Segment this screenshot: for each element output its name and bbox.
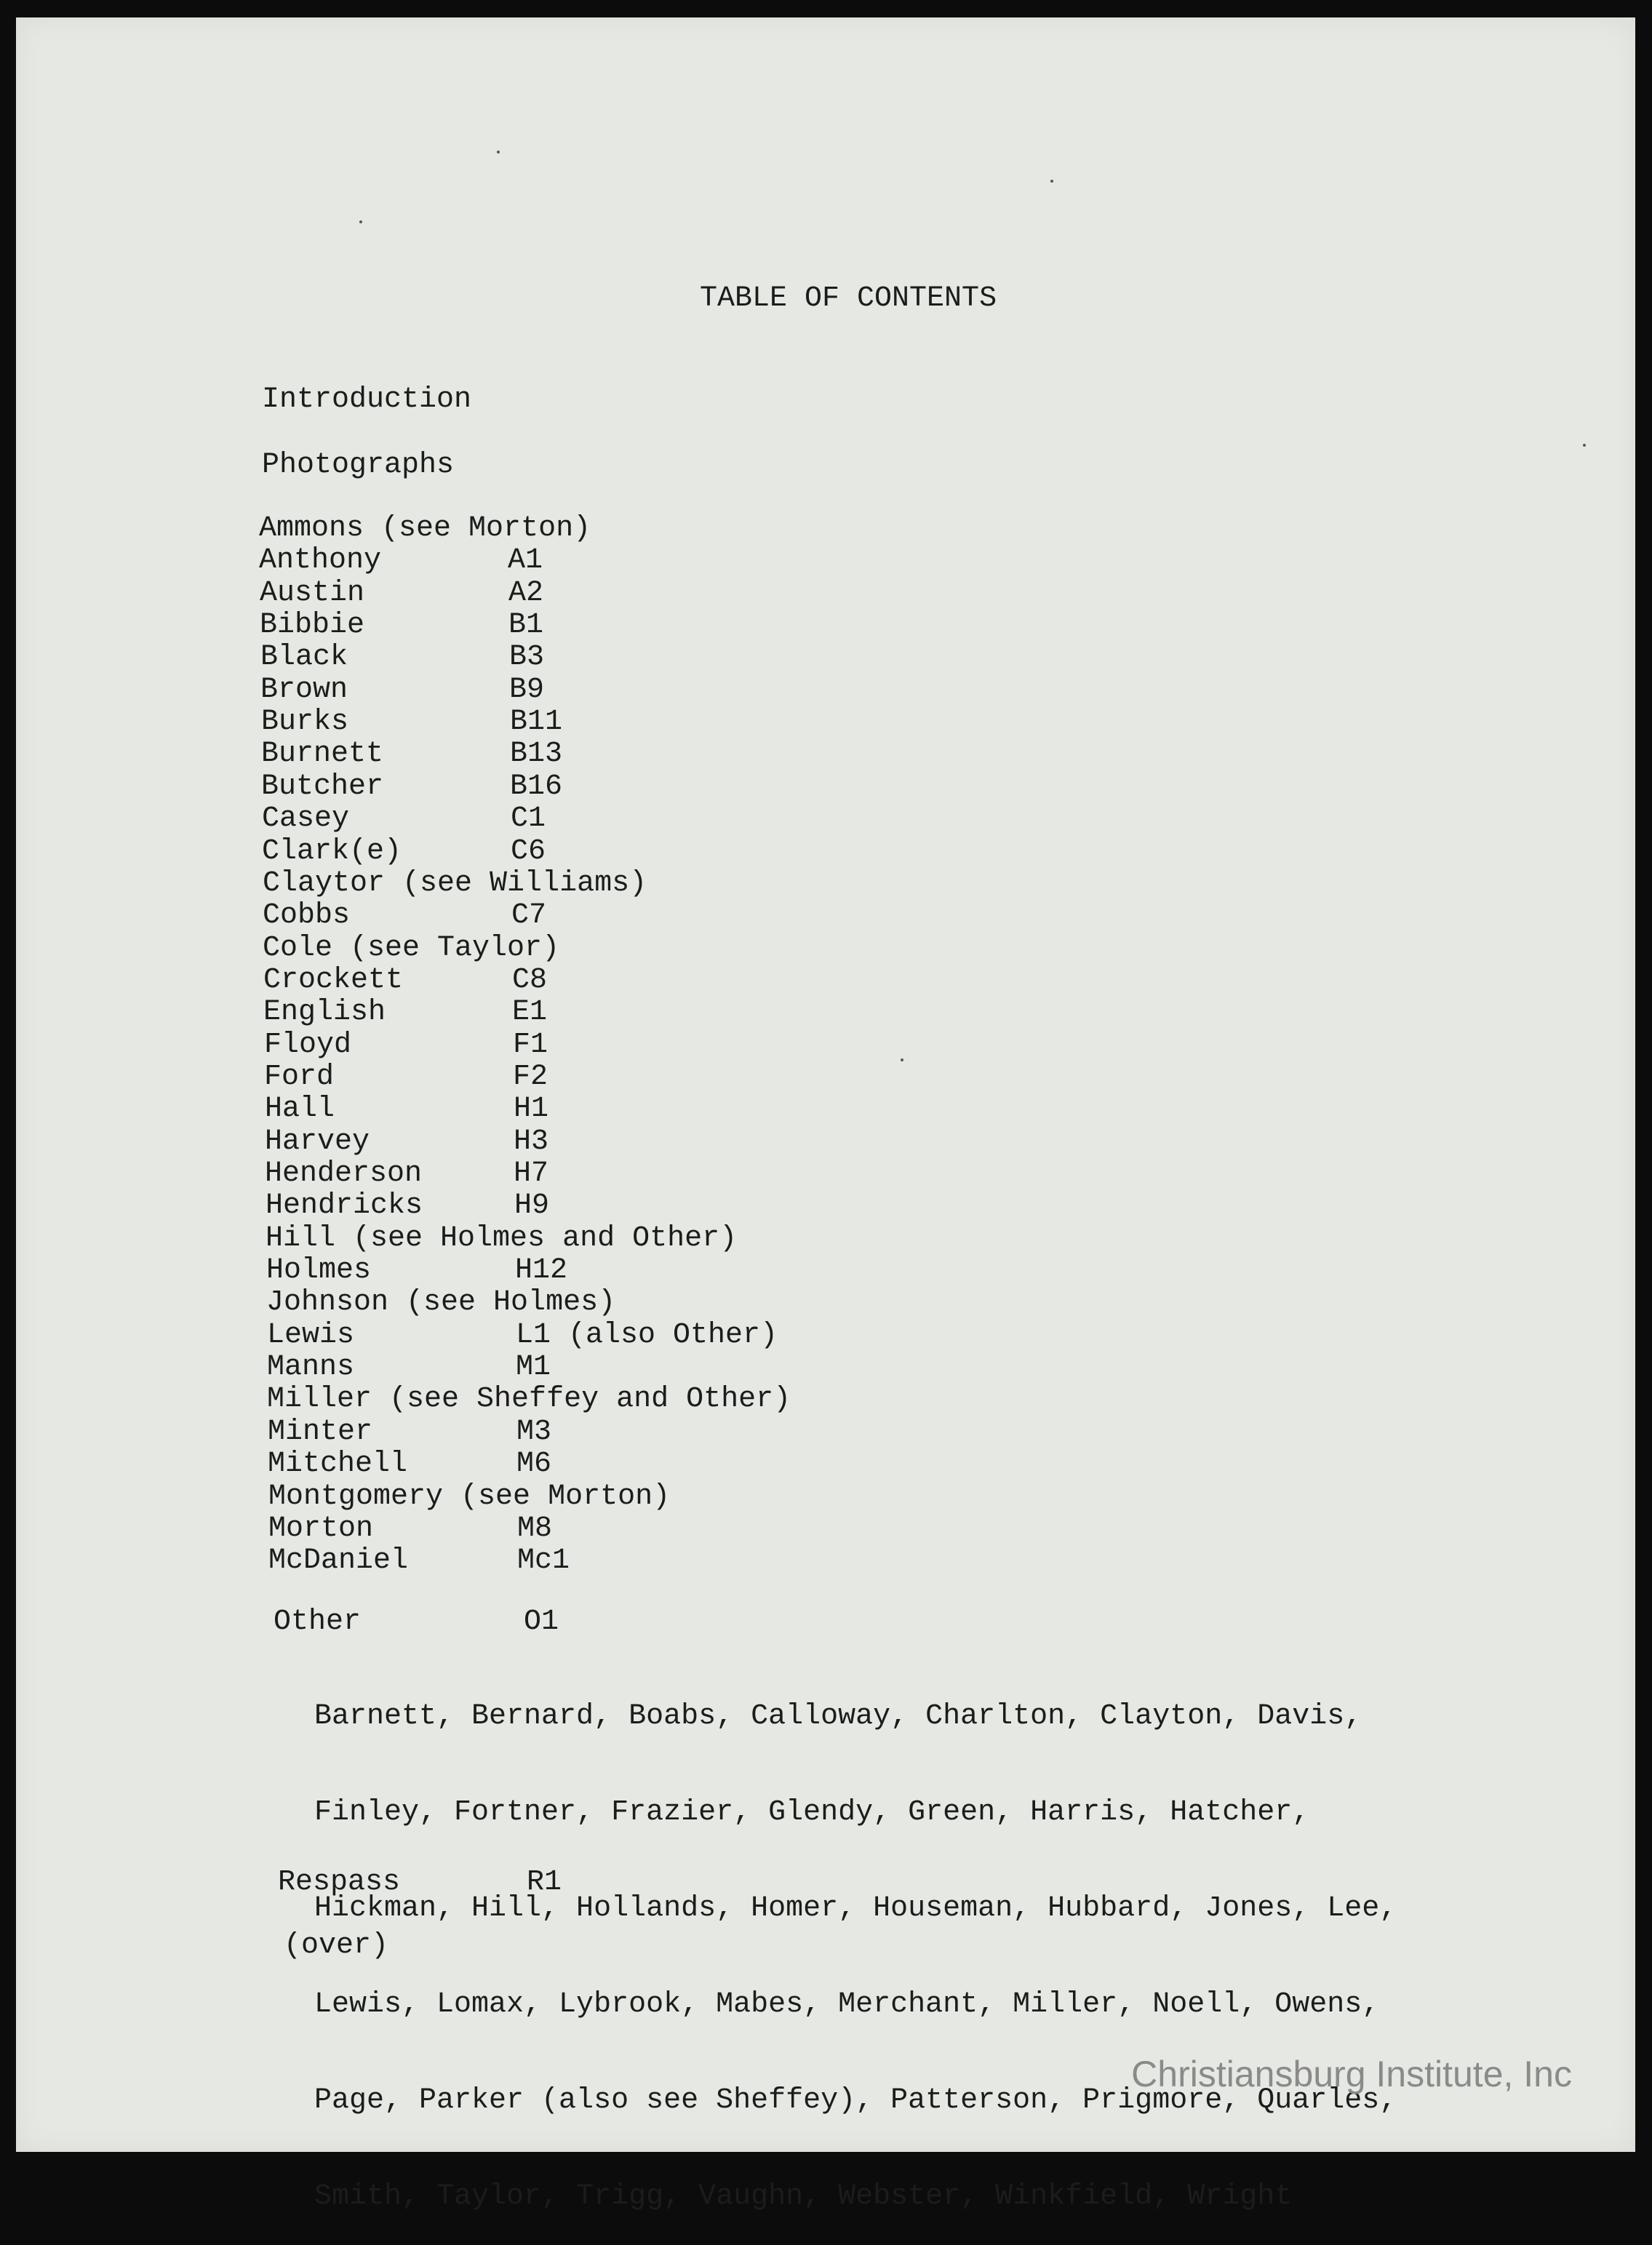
other-names-line: Lewis, Lomax, Lybrook, Mabes, Merchant, Miller, Noell, Owens, xyxy=(314,1988,1380,2021)
paper-speck xyxy=(359,220,362,223)
paper-speck xyxy=(901,1058,903,1061)
toc-entry-code: H1 xyxy=(514,1093,549,1125)
toc-entry-name: Casey xyxy=(262,802,350,835)
toc-entry-name: Montgomery (see Morton) xyxy=(268,1480,671,1513)
toc-entry-name: Ammons (see Morton) xyxy=(259,512,591,545)
toc-entry-code: B1 xyxy=(508,609,544,642)
toc-entry-code: L1 (also Other) xyxy=(516,1319,778,1352)
toc-entry-name: Crockett xyxy=(263,964,404,997)
toc-entry-name: Johnson (see Holmes) xyxy=(266,1286,616,1319)
toc-entry-code: A2 xyxy=(508,577,544,610)
over-note: (over) xyxy=(284,1929,389,1962)
toc-entry-name: Miller (see Sheffey and Other) xyxy=(267,1383,791,1416)
toc-entry-name: Harvey xyxy=(265,1125,370,1158)
other-names-line: Finley, Fortner, Frazier, Glendy, Green, Harris, Hatcher, xyxy=(314,1796,1310,1829)
toc-entry-code: A1 xyxy=(508,544,543,577)
toc-entry-name: Bibbie xyxy=(260,609,365,642)
toc-entry-name: Black xyxy=(260,641,348,674)
toc-entry-name: Hall xyxy=(265,1093,335,1125)
other-names-list xyxy=(314,1637,1397,2245)
toc-entry-name: Morton xyxy=(268,1512,374,1545)
toc-entry-code: H9 xyxy=(514,1189,550,1222)
toc-entry-code: H12 xyxy=(515,1254,568,1287)
toc-entry-code: M1 xyxy=(516,1351,551,1384)
toc-entry-name: Butcher xyxy=(261,770,384,803)
toc-entry-name: Ford xyxy=(264,1061,335,1093)
toc-entry-name: Cobbs xyxy=(263,899,351,932)
paper-speck xyxy=(1583,444,1586,447)
toc-entry-code: B3 xyxy=(509,641,545,674)
toc-entry-name: Cole (see Taylor) xyxy=(263,932,560,965)
toc-entry-code: C8 xyxy=(512,964,548,997)
toc-entry-code: H3 xyxy=(514,1125,549,1158)
toc-entry-name: Lewis xyxy=(267,1319,355,1352)
other-entry-name: Other xyxy=(274,1606,362,1638)
section-photographs: Photographs xyxy=(262,449,455,482)
toc-entry-name: Austin xyxy=(260,577,365,610)
other-names-line: Barnett, Bernard, Boabs, Calloway, Charlton, Clayton, Davis, xyxy=(314,1700,1362,1733)
toc-entry-code: B13 xyxy=(510,738,563,770)
watermark: Christiansburg Institute, Inc xyxy=(1131,2054,1572,2094)
toc-entry-code: B11 xyxy=(510,706,563,738)
paper-speck xyxy=(1050,180,1053,183)
toc-entry-code: Mc1 xyxy=(517,1544,570,1577)
toc-entry-code: H7 xyxy=(514,1157,549,1190)
toc-entry-code: E1 xyxy=(512,996,548,1029)
toc-entry-name: Anthony xyxy=(259,544,382,577)
toc-entry-code: C6 xyxy=(511,835,546,868)
other-names-line: Smith, Taylor, Trigg, Vaughn, Webster, Winkfield, Wright xyxy=(314,2180,1293,2213)
paper-speck xyxy=(497,151,500,153)
page-title: TABLE OF CONTENTS xyxy=(700,282,997,315)
toc-entry-name: Burnett xyxy=(261,738,384,770)
toc-entry-code: M3 xyxy=(516,1416,552,1448)
section-introduction: Introduction xyxy=(262,383,472,416)
toc-entry-code: F2 xyxy=(513,1061,548,1093)
toc-entry-code: C7 xyxy=(511,899,547,932)
toc-entry-code: M6 xyxy=(516,1448,552,1480)
toc-entry-name: Hill (see Holmes and Other) xyxy=(266,1222,738,1255)
toc-entry-name: Burks xyxy=(261,706,349,738)
toc-entry-code: M8 xyxy=(517,1512,553,1545)
toc-entry-name: Brown xyxy=(260,674,348,706)
toc-entry-name: Henderson xyxy=(265,1157,423,1190)
toc-entry-name: Floyd xyxy=(264,1029,352,1061)
toc-entry-code: B16 xyxy=(510,770,563,803)
toc-entry-code: F1 xyxy=(513,1029,548,1061)
other-entry-code: O1 xyxy=(524,1606,559,1638)
respass-entry-code: R1 xyxy=(527,1866,562,1899)
toc-entry-name: Mitchell xyxy=(268,1448,408,1480)
toc-entry-name: Manns xyxy=(267,1351,355,1384)
toc-entry-name: Holmes xyxy=(266,1254,372,1287)
toc-entry-code: B9 xyxy=(509,674,545,706)
toc-entry-name: Hendricks xyxy=(266,1189,423,1222)
toc-entry-name: McDaniel xyxy=(268,1544,409,1577)
respass-entry-name: Respass xyxy=(278,1866,401,1899)
toc-entry-name: Clark(e) xyxy=(262,835,402,868)
other-names-line: Page, Parker (also see Sheffey), Patterson, Prigmore, Quarles, xyxy=(314,2084,1397,2117)
toc-entry-name: English xyxy=(263,996,386,1029)
toc-entry-name: Claytor (see Williams) xyxy=(263,867,647,900)
toc-entry-code: C1 xyxy=(511,802,546,835)
other-names-line: Hickman, Hill, Hollands, Homer, Houseman, Hubbard, Jones, Lee, xyxy=(314,1892,1397,1925)
toc-entry-name: Minter xyxy=(268,1416,373,1448)
